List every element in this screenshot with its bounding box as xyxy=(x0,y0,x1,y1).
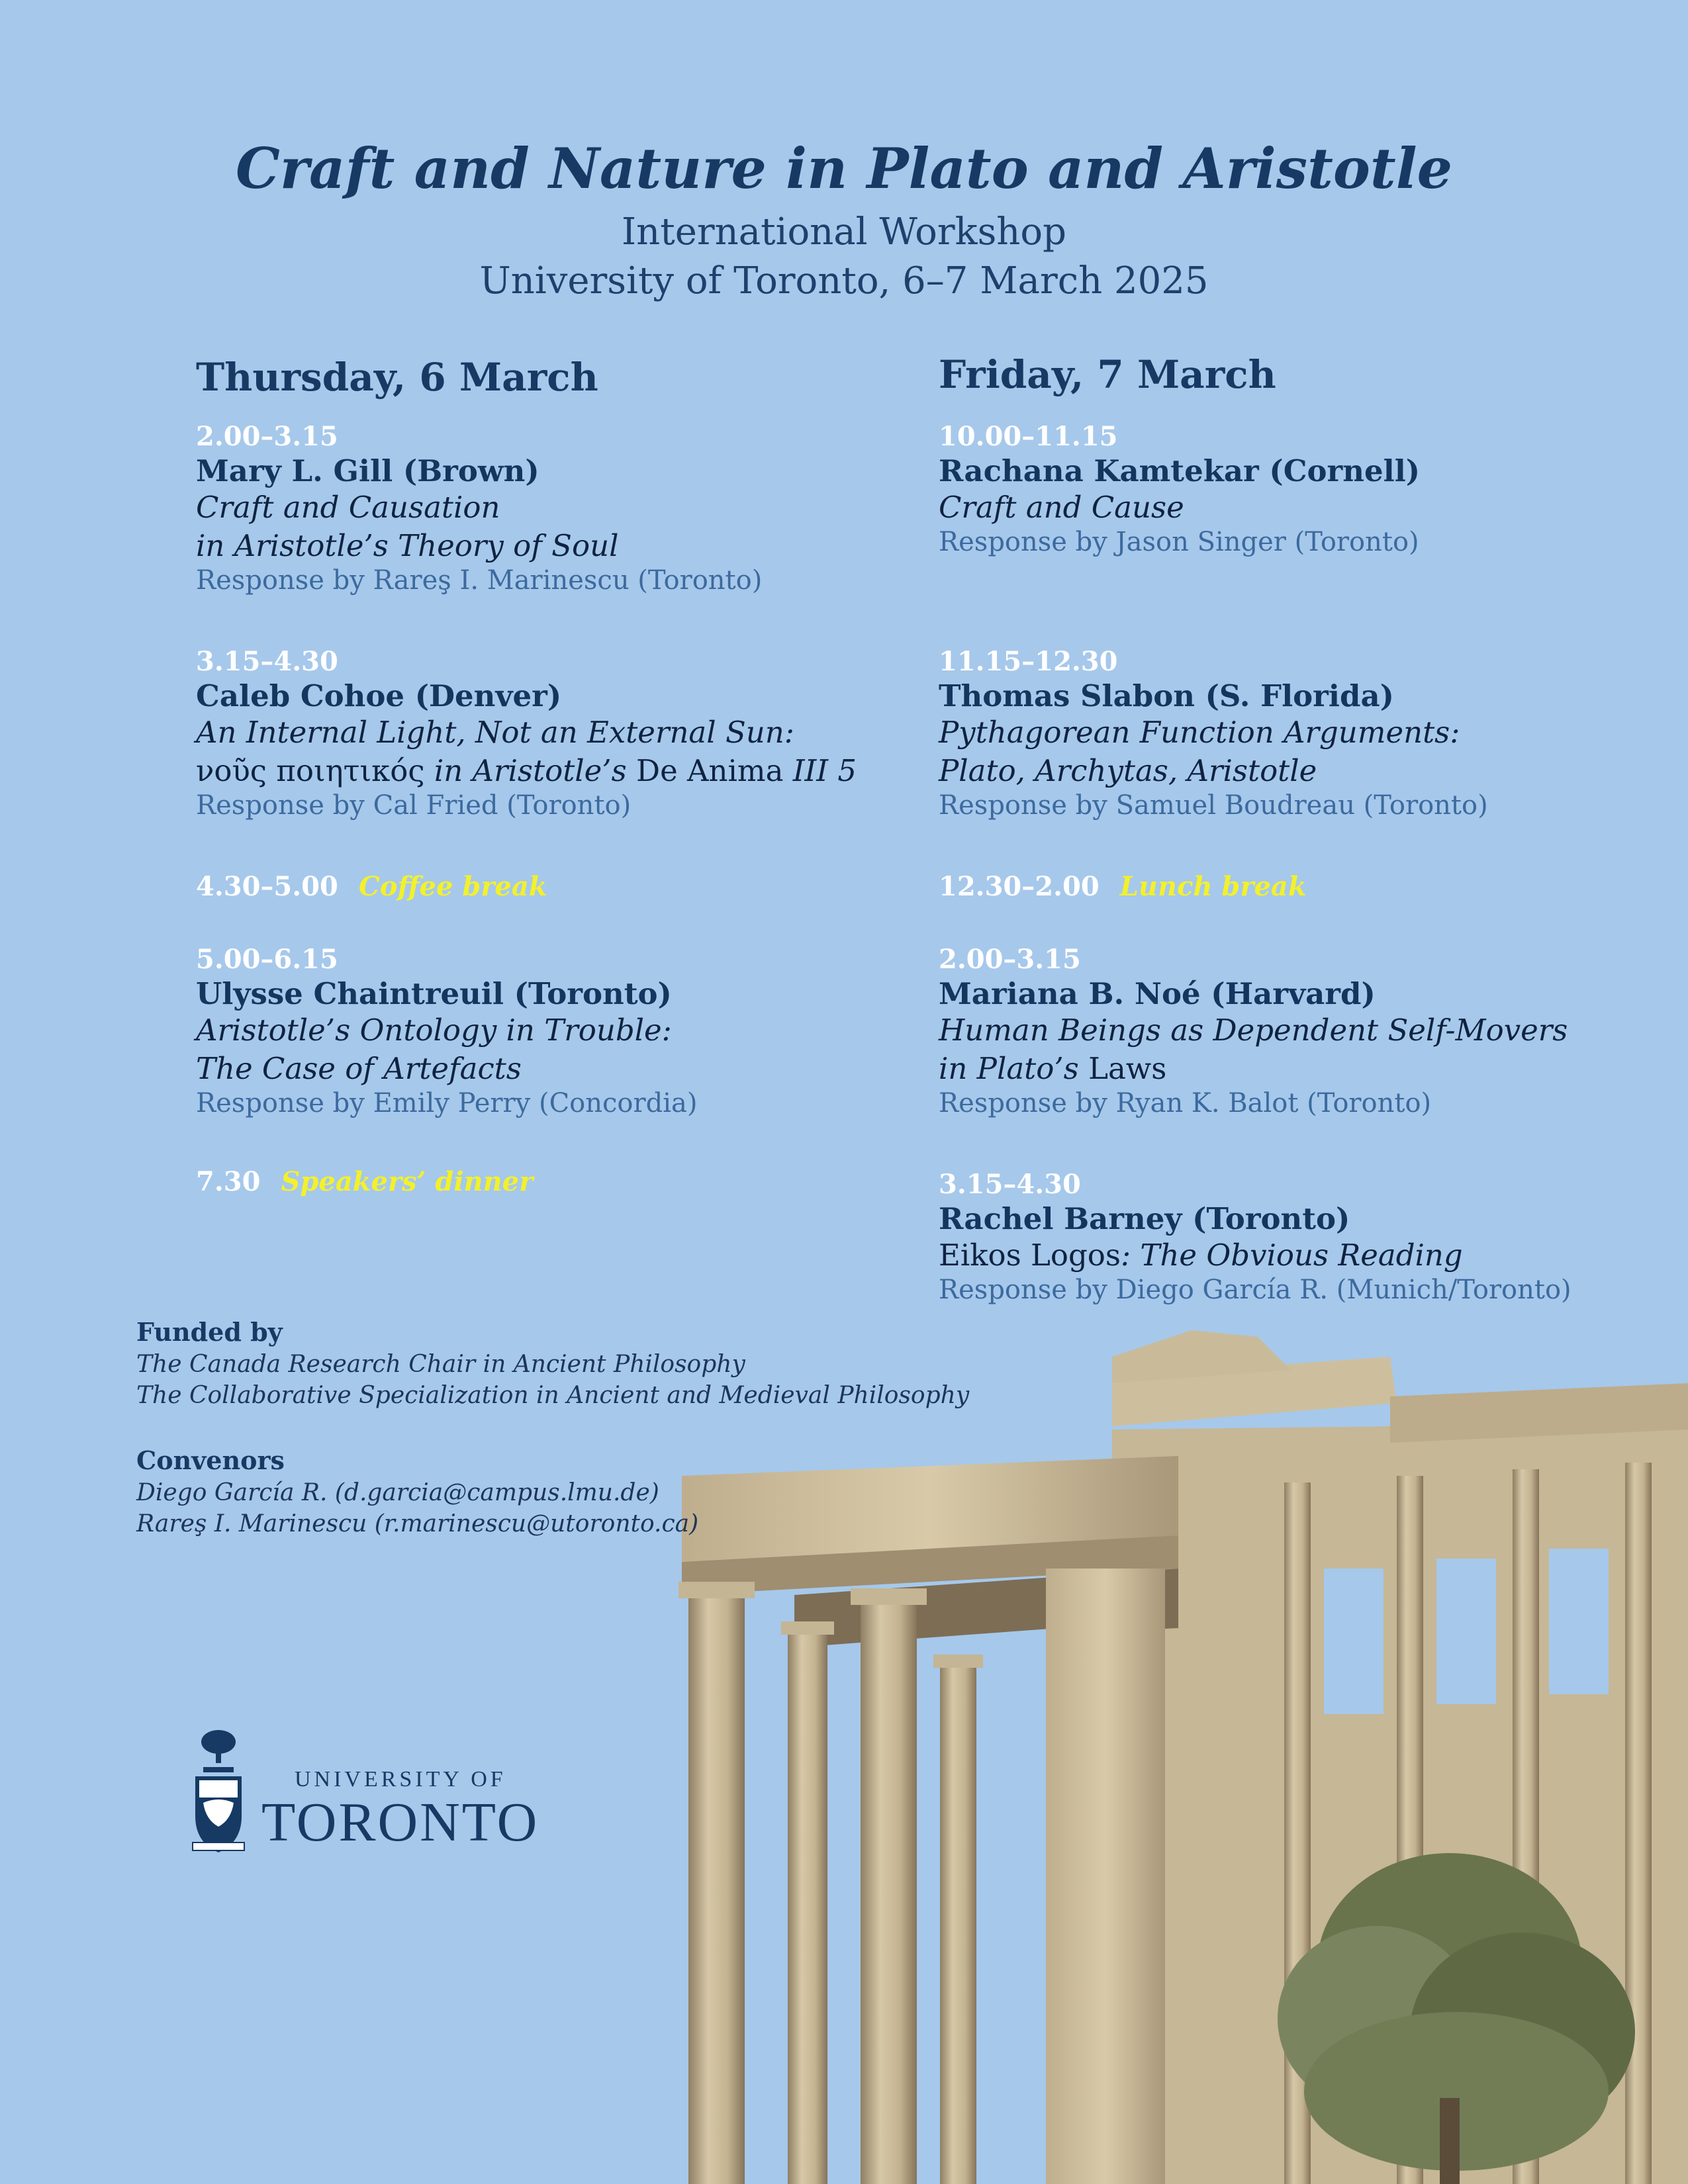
talk-title-line-1: Pythagorean Function Arguments: xyxy=(939,715,1460,750)
session-response: Response by Emily Perry (Concordia) xyxy=(196,1088,698,1118)
friday-session-3 xyxy=(939,944,1568,1118)
dinner-time: 7.30 xyxy=(196,1166,261,1197)
session-speaker: Rachel Barney (Toronto) xyxy=(939,1201,1350,1236)
break-label: Coffee break xyxy=(358,871,547,902)
friday-heading: Friday, 7 March xyxy=(939,352,1276,397)
friday-lunch-break xyxy=(939,871,1307,902)
friday-session-1 xyxy=(939,421,1420,557)
porch-column xyxy=(788,1628,827,2184)
session-speaker: Thomas Slabon (S. Florida) xyxy=(939,678,1394,713)
porch-column xyxy=(940,1661,976,2184)
convenor-line-1: Diego García R. (d.garcia@campus.lmu.de) xyxy=(136,1479,659,1506)
convenors-heading: Convenors xyxy=(136,1445,285,1475)
session-response: Response by Samuel Boudreau (Toronto) xyxy=(939,790,1488,821)
porch-pier xyxy=(1046,1569,1165,2184)
session-response: Response by Ryan K. Balot (Toronto) xyxy=(939,1088,1432,1118)
greek-phrase: νοῦς ποιητικός xyxy=(196,753,425,788)
page-subtitle: International Workshop xyxy=(622,210,1066,253)
dinner-label: Speakers’ dinner xyxy=(281,1166,534,1197)
session-time: 11.15–12.30 xyxy=(939,646,1118,677)
convenor-line-2: Rareş I. Marinescu (r.marinescu@utoronto.ca) xyxy=(136,1510,699,1537)
erechtheion-illustration xyxy=(596,1317,1688,2184)
talk-title-part: in Aristotle’s xyxy=(424,753,637,788)
funding-block xyxy=(136,1317,969,1409)
break-time: 12.30–2.00 xyxy=(939,871,1100,902)
talk-title-line-1: Craft and Cause xyxy=(939,490,1184,525)
talk-title-part: : The Obvious Reading xyxy=(1120,1238,1463,1273)
thursday-coffee-break xyxy=(196,871,547,902)
talk-title-line-2: The Case of Artefacts xyxy=(196,1051,522,1086)
session-response: Response by Rareş I. Marinescu (Toronto) xyxy=(196,565,763,596)
friday-session-4 xyxy=(939,1169,1571,1305)
session-response: Response by Diego García R. (Munich/Toronto) xyxy=(939,1275,1571,1305)
temple-window xyxy=(1436,1559,1496,1704)
thursday-heading: Thursday, 6 March xyxy=(196,355,598,400)
uoft-crest-icon xyxy=(189,1729,248,1861)
talk-title-line-1 xyxy=(939,1236,1571,1275)
talk-title-work: De Anima xyxy=(636,753,784,788)
break-label: Lunch break xyxy=(1119,871,1307,902)
session-response: Response by Jason Singer (Toronto) xyxy=(939,527,1419,557)
porch-column xyxy=(861,1595,917,2184)
session-response: Response by Cal Fried (Toronto) xyxy=(196,790,632,821)
thursday-session-2 xyxy=(196,646,857,821)
talk-title-line-1: An Internal Light, Not an External Sun: xyxy=(196,715,794,750)
thursday-session-3 xyxy=(196,944,697,1118)
temple-window xyxy=(1549,1549,1609,1694)
session-time: 5.00–6.15 xyxy=(196,944,338,975)
talk-title-line-2 xyxy=(196,752,857,790)
session-speaker: Rachana Kamtekar (Cornell) xyxy=(939,453,1421,488)
talk-title-line-1: Aristotle’s Ontology in Trouble: xyxy=(196,1013,672,1048)
session-speaker: Mariana B. Noé (Harvard) xyxy=(939,976,1376,1011)
session-speaker: Mary L. Gill (Brown) xyxy=(196,453,539,488)
session-time: 2.00–3.15 xyxy=(196,421,338,452)
funding-line-1: The Canada Research Chair in Ancient Philosophy xyxy=(136,1351,745,1378)
session-time: 3.15–4.30 xyxy=(196,646,338,677)
friday-session-2 xyxy=(939,646,1488,821)
talk-title-line-1: Human Beings as Dependent Self-Movers xyxy=(939,1013,1568,1048)
session-time: 3.15–4.30 xyxy=(939,1169,1081,1200)
session-speaker: Ulysse Chaintreuil (Toronto) xyxy=(196,976,672,1011)
talk-title-line-2 xyxy=(939,1050,1568,1088)
talk-title-work: Laws xyxy=(1088,1051,1167,1086)
talk-title-line-2: in Aristotle’s Theory of Soul xyxy=(196,528,619,563)
talk-title-work: Eikos Logos xyxy=(939,1238,1121,1273)
session-time: 10.00–11.15 xyxy=(939,421,1118,452)
logo-university-of: UNIVERSITY OF xyxy=(295,1767,506,1792)
thursday-session-1 xyxy=(196,421,762,596)
porch-column xyxy=(688,1588,745,2184)
talk-title-part: III 5 xyxy=(783,753,857,788)
funding-heading: Funded by xyxy=(136,1317,283,1347)
talk-title-line-2: Plato, Archytas, Aristotle xyxy=(939,753,1317,788)
thursday-dinner xyxy=(196,1166,533,1197)
session-time: 2.00–3.15 xyxy=(939,944,1081,975)
talk-title-part: in Plato’s xyxy=(939,1051,1089,1086)
funding-line-2: The Collaborative Specialization in Ancient and Medieval Philosophy xyxy=(136,1382,970,1409)
place-and-date: University of Toronto, 6–7 March 2025 xyxy=(479,259,1209,302)
logo-toronto: TORONTO xyxy=(261,1792,539,1853)
session-speaker: Caleb Cohoe (Denver) xyxy=(196,678,562,713)
page-title: Craft and Nature in Plato and Aristotle xyxy=(235,136,1453,201)
talk-title-line-1: Craft and Causation xyxy=(196,490,500,525)
temple-window xyxy=(1324,1569,1383,1714)
break-time: 4.30–5.00 xyxy=(196,871,338,902)
convenors-block xyxy=(136,1445,698,1537)
